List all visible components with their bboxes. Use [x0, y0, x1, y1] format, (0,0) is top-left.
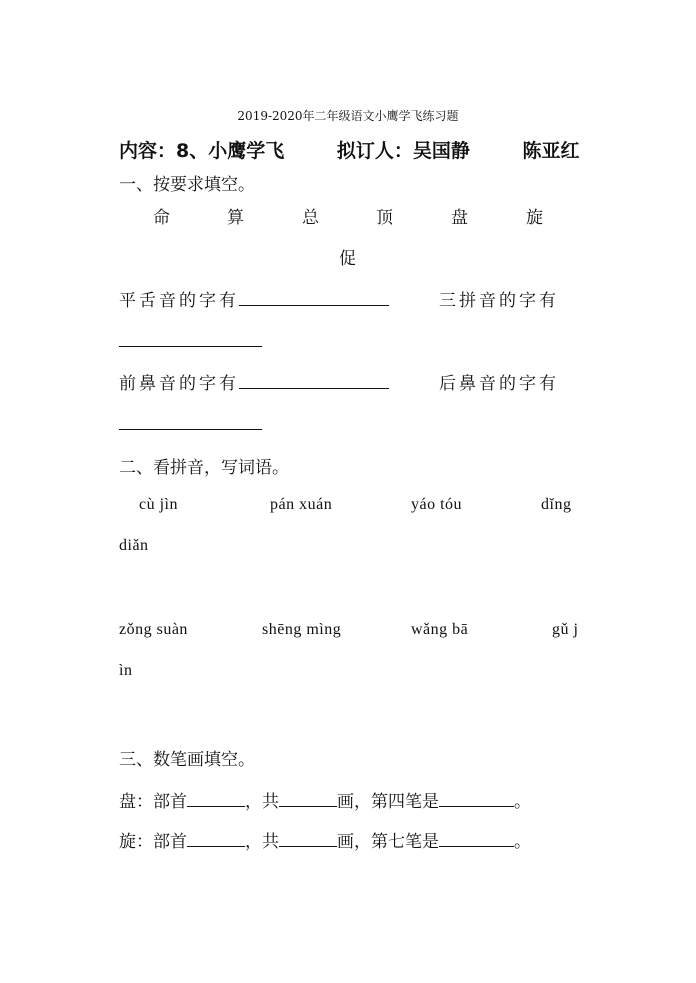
author-label: 拟订人：吴国静: [336, 140, 470, 162]
char-item: 促: [339, 249, 356, 269]
pinyin-item: cù jìn: [139, 496, 178, 513]
pinyin-item: shēng mìng: [262, 621, 342, 638]
pinyin-item: ìn: [119, 662, 133, 679]
header-line: [119, 136, 580, 163]
question-text: ，共: [245, 832, 279, 852]
char-item: 顶: [376, 208, 393, 228]
question-flat-tongue: [119, 286, 389, 311]
pinyin-item: gǔ j: [552, 621, 579, 638]
section2-title: 二、看拼音，写词语。: [119, 458, 289, 478]
pinyin-item: zǒng suàn: [119, 621, 188, 638]
content-label: 内容：8、小鹰学飞: [119, 140, 285, 162]
question-text: 画，第七笔是: [337, 832, 439, 852]
char-item: 算: [227, 208, 244, 228]
radical-blank[interactable]: [187, 790, 245, 807]
question-end: 。: [514, 832, 531, 852]
document-title: 2019-2020年二年级语文小鹰学飞练习题: [237, 109, 459, 123]
section1-title: 一、按要求填空。: [119, 175, 255, 195]
question-end: 。: [514, 792, 531, 812]
stroke-blank[interactable]: [439, 830, 514, 847]
pinyin-item: yáo tóu: [411, 496, 463, 513]
stroke-question-xuan: [119, 827, 531, 852]
question-label: 前鼻音的字有: [119, 374, 239, 394]
answer-blank[interactable]: [239, 289, 389, 306]
stroke-question-pan: [119, 787, 531, 812]
stroke-blank[interactable]: [439, 790, 514, 807]
answer-blank-line[interactable]: [119, 330, 262, 351]
question-back-nasal: 后鼻音的字有: [439, 374, 559, 394]
question-three-pinyin: 三拼音的字有: [439, 291, 559, 311]
char-item: 总: [302, 208, 319, 228]
question-label: 旋：部首: [119, 832, 187, 852]
question-label: 盘：部首: [119, 792, 187, 812]
char-item: 旋: [526, 208, 543, 228]
question-text: 画，第四笔是: [337, 792, 439, 812]
radical-blank[interactable]: [187, 830, 245, 847]
stroke-count-blank[interactable]: [279, 790, 337, 807]
question-front-nasal: [119, 369, 389, 394]
char-item: 命: [153, 208, 170, 228]
question-text: ，共: [245, 792, 279, 812]
pinyin-item: diǎn: [119, 537, 149, 554]
pinyin-item: wǎng bā: [411, 621, 469, 638]
pinyin-item: dǐng: [541, 496, 572, 513]
stroke-count-blank[interactable]: [279, 830, 337, 847]
question-label: 平舌音的字有: [119, 291, 239, 311]
char-item: 盘: [451, 208, 468, 228]
pinyin-item: pán xuán: [270, 496, 333, 513]
answer-blank-line[interactable]: [119, 413, 262, 434]
author2-label: 陈亚红: [522, 140, 580, 162]
answer-blank[interactable]: [239, 372, 389, 389]
section3-title: 三、数笔画填空。: [119, 750, 255, 770]
